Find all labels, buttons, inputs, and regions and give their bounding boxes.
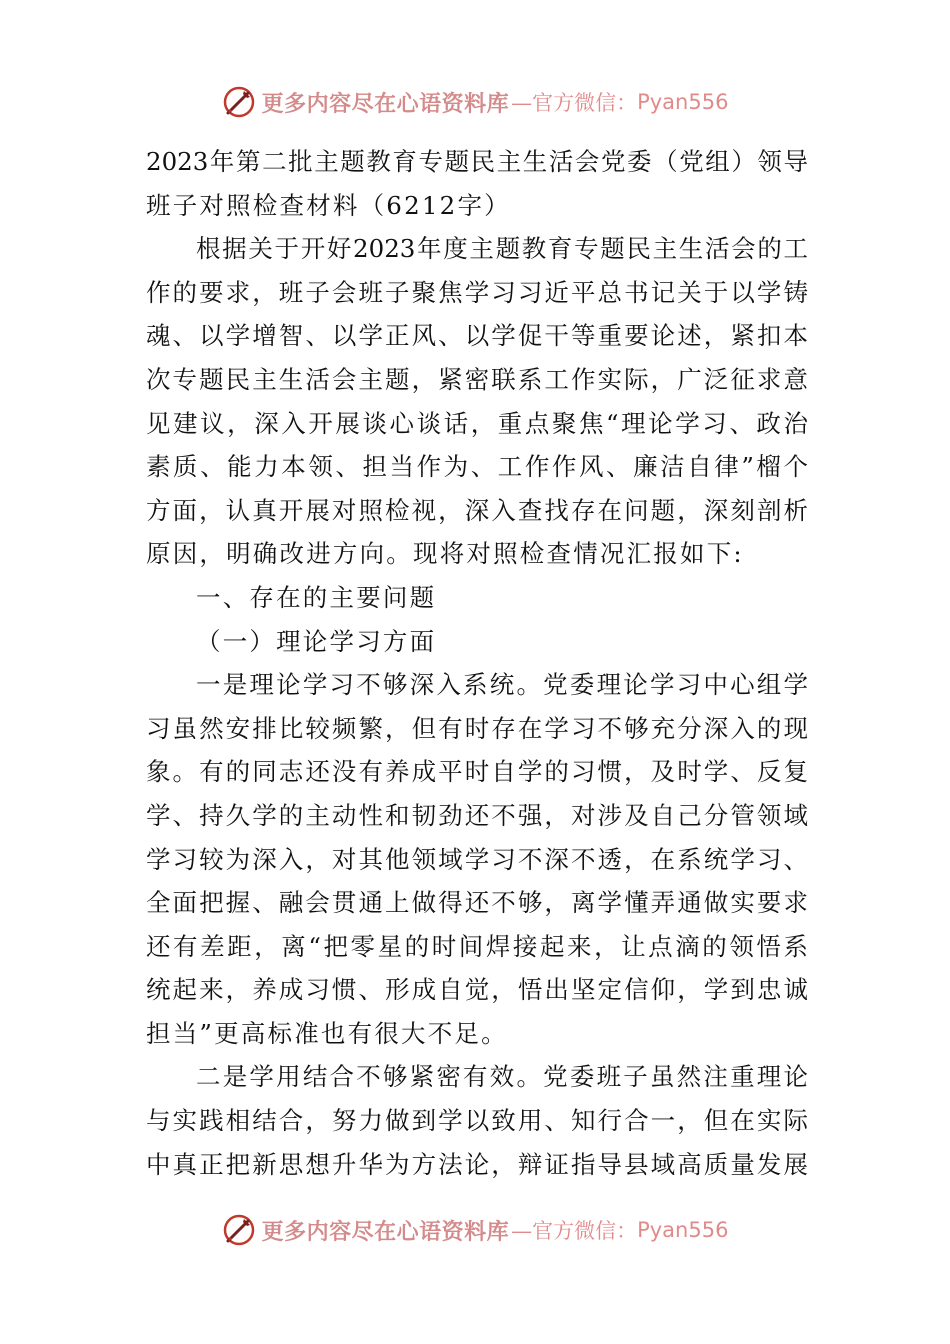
watermark-brand: 更多内容尽在心语资料库 — [261, 1218, 510, 1245]
paragraph-line: 学、持久学的主动性和韧劲还不强，对涉及自己分管领域 — [146, 800, 808, 830]
paragraph-line: 方面，认真开展对照检视，深入查找存在问题，深刻剖析 — [146, 495, 808, 525]
paragraph-line: 见建议，深入开展谈心谈话，重点聚焦“理论学习、政治 — [146, 408, 808, 438]
paragraph-line: 习虽然安排比较频繁，但有时存在学习不够充分深入的现 — [146, 713, 808, 743]
paragraph-line: 学习较为深入，对其他领域学习不深不透，在系统学习、 — [146, 844, 808, 874]
watermark-wechat-id: Pyan556 — [637, 90, 729, 114]
subsection-heading: （一）理论学习方面 — [196, 626, 437, 656]
watermark-contact-label: —官方微信： — [511, 91, 638, 115]
paragraph-line: 作的要求，班子会班子聚焦学习习近平总书记关于以学铸 — [146, 277, 808, 307]
paragraph-line: 素质、能力本领、担当作为、工作作风、廉洁自律”榴个 — [146, 452, 808, 482]
paragraph-line: 担当”更高标准也有很大不足。 — [146, 1018, 508, 1048]
paragraph-line: 原因，明确改进方向。现将对照检查情况汇报如下: — [146, 539, 744, 569]
pen-logo-icon — [222, 1213, 256, 1247]
paragraph-line: 象。有的同志还没有养成平时自学的习惯，及时学、反复 — [146, 757, 808, 787]
document-body — [146, 140, 808, 1186]
watermark-banner-top — [0, 82, 950, 122]
watermark-wechat-id: Pyan556 — [637, 1218, 729, 1242]
paragraph-line: 一是理论学习不够深入系统。党委理论学习中心组学 — [196, 670, 808, 700]
paragraph-line: 次专题民主生活会主题，紧密联系工作实际，广泛征求意 — [146, 364, 808, 394]
document-title-line-2: 班子对照检查材料（6212字） — [146, 190, 511, 220]
watermark-banner-bottom — [0, 1210, 950, 1250]
section-heading: 一、存在的主要问题 — [196, 582, 437, 612]
paragraph-line: 根据关于开好2023年度主题教育专题民主生活会的工 — [196, 234, 808, 264]
paragraph-line: 与实践相结合，努力做到学以致用、知行合一，但在实际 — [146, 1106, 808, 1136]
document-title-line-1: 2023年第二批主题教育专题民主生活会党委（党组）领导 — [146, 147, 808, 176]
paragraph-line: 魂、以学增智、以学正风、以学促干等重要论述，紧扣本 — [146, 321, 808, 351]
paragraph-line: 全面把握、融会贯通上做得还不够，离学懂弄通做实要求 — [146, 888, 808, 918]
paragraph-line: 中真正把新思想升华为方法论，辩证指导县域高质量发展 — [146, 1149, 808, 1179]
paragraph-line: 还有差距，离“把零星的时间焊接起来，让点滴的领悟系 — [146, 931, 808, 961]
pen-logo-icon — [222, 85, 256, 119]
watermark-brand: 更多内容尽在心语资料库 — [261, 90, 510, 117]
paragraph-line: 二是学用结合不够紧密有效。党委班子虽然注重理论 — [196, 1062, 808, 1092]
watermark-contact-label: —官方微信： — [511, 1219, 638, 1243]
paragraph-line: 统起来，养成习惯、形成自觉，悟出坚定信仰，学到忠诚 — [146, 975, 808, 1005]
